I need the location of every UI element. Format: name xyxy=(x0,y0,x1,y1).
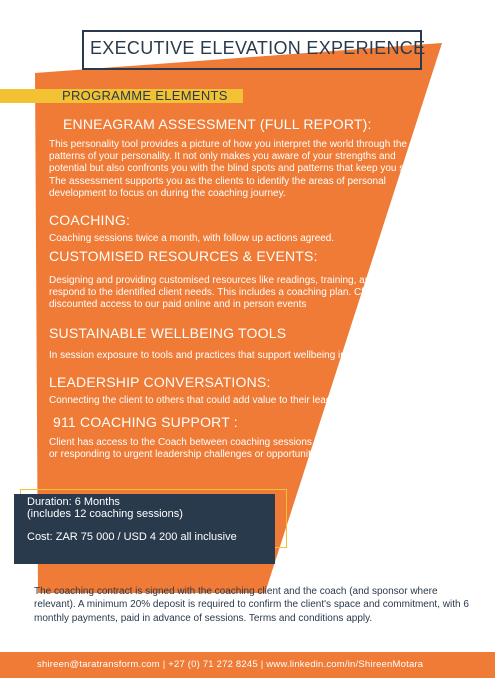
duration-text: Duration: 6 Months xyxy=(27,496,120,508)
sessions-text: (includes 12 coaching sessions) xyxy=(27,508,183,520)
cost-text: Cost: ZAR 75 000 / USD 4 200 all inclusive xyxy=(27,531,237,543)
section-body-coaching xyxy=(49,233,334,245)
body-line: In session exposure to tools and practices that support wellbeing in the. long term.. xyxy=(49,350,416,361)
section-heading-911-support: 911 COACHING SUPPORT : xyxy=(53,414,238,430)
body-line: Designing and providing customised resources like readings, training, and tools that xyxy=(49,275,420,286)
page-title: EXECUTIVE ELEVATION EXPERIENCE xyxy=(90,38,426,58)
body-line: discounted access to our paid online and in person events xyxy=(49,299,307,311)
body-line: Connecting the client to others that could add value to their leadership journey. xyxy=(49,395,397,406)
body-line: development to focus on during the coaching journey. xyxy=(49,187,286,199)
section-heading-resources: CUSTOMISED RESOURCES & EVENTS: xyxy=(49,248,318,264)
body-line: This personality tool provides a picture of how you interpret the world through the xyxy=(49,139,407,150)
body-line: respond to the identified client needs. This includes a coaching plan. Clients also have xyxy=(49,287,431,299)
section-label: PROGRAMME ELEMENTS xyxy=(62,88,228,103)
section-body-leadership xyxy=(49,395,396,407)
body-line: or responding to urgent leadership challenges or opportunities . xyxy=(49,449,330,461)
terms-footnote: The coaching contract is signed with the coaching client and the coach (and sponsor where relevant). A minimum 20% deposit is required to confirm the client's space and commitment, with 6 monthly payments, paid in advance of sessions. Terms and conditions apply. xyxy=(34,586,469,624)
section-heading-wellbeing: SUSTAINABLE WELLBEING TOOLS xyxy=(49,325,287,341)
section-body-enneagram xyxy=(49,139,425,200)
section-heading-leadership: LEADERSHIP CONVERSATIONS: xyxy=(49,374,271,390)
body-line: Coaching sessions twice a month, with follow up actions agreed. xyxy=(49,233,335,244)
section-body-911-support xyxy=(49,437,438,461)
section-heading-coaching: COACHING: xyxy=(49,212,131,228)
body-line: Client has access to the Coach between coaching sessions to get support in addressing xyxy=(49,437,439,448)
footer-contact[interactable]: shireen@taratransform.com | +27 (0) 71 272 8245 | www.linkedin.com/in/ShireenMotara xyxy=(37,659,424,670)
section-body-wellbeing xyxy=(49,350,415,362)
section-heading-enneagram: ENNEAGRAM ASSESSMENT (FULL REPORT): xyxy=(63,116,372,132)
body-line: The assessment supports you as the clients to identify the areas of personal xyxy=(49,175,386,187)
body-line: potential but also confronts you with the blind spots and patterns that keep you stuck. xyxy=(49,163,426,175)
section-body-resources xyxy=(49,275,430,312)
body-line: patterns of your personality. It not only makes you aware of your strengths and xyxy=(49,151,396,163)
